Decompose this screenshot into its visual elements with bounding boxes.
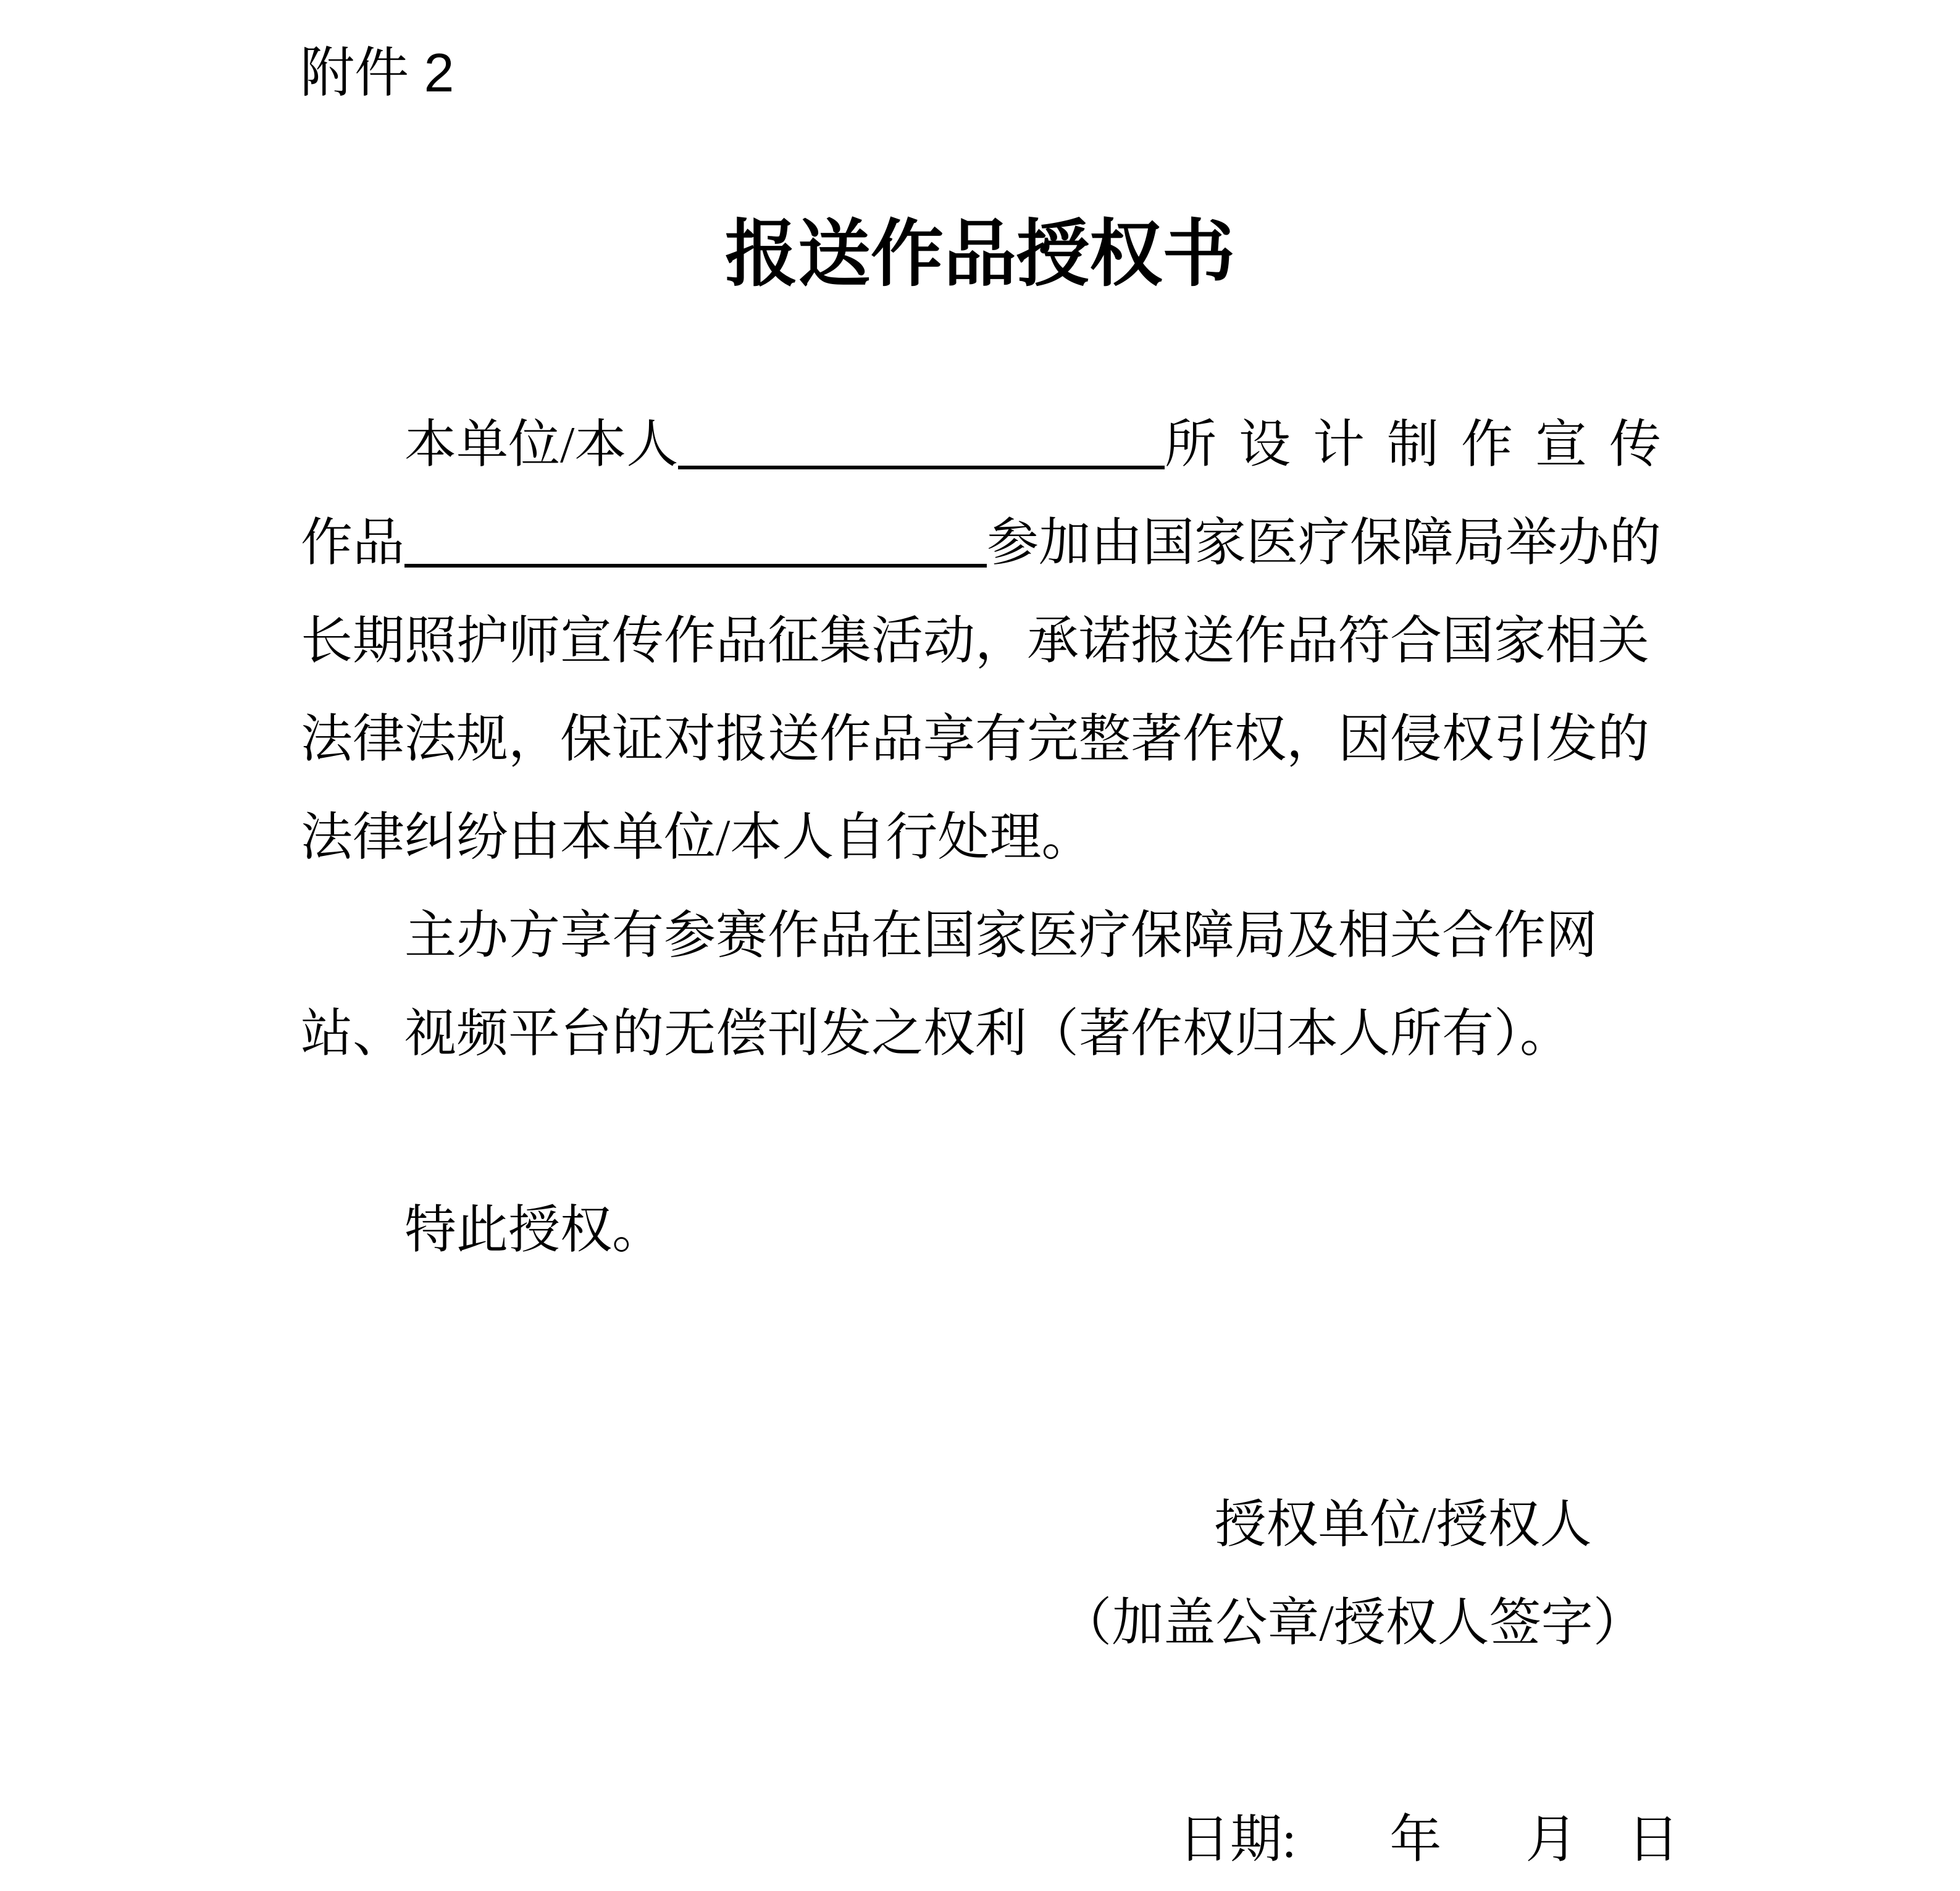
body-line-4: 法律法规，保证对报送作品享有完整著作权，因侵权引发的 <box>301 711 1650 768</box>
body-line-7: 站、视频平台的无偿刊发之权利（著作权归本人所有）。 <box>301 1005 1572 1063</box>
authorizer-label: 授权单位/授权人 <box>1214 1496 1592 1554</box>
year-label: 年 <box>1389 1811 1442 1869</box>
work-title-blank[interactable] <box>404 564 987 568</box>
line2-post-text: 参加由国家医疗保障局举办的 <box>986 514 1661 572</box>
document-body <box>301 396 1683 1280</box>
body-line-6: 主办方享有参赛作品在国家医疗保障局及相关合作网 <box>404 907 1598 965</box>
day-label: 日 <box>1627 1811 1680 1869</box>
line2-pre-text: 作品 <box>301 514 405 572</box>
line1-post-text: 所设计制作宣传 <box>1164 416 1683 474</box>
blank-line <box>301 1083 1661 1181</box>
body-line-3: 长期照护师宣传作品征集活动，承诺报送作品符合国家相关 <box>301 613 1650 670</box>
body-line-1 <box>301 396 1683 494</box>
attachment-label: 附件 2 <box>300 42 454 103</box>
date-line <box>1178 1791 1679 1889</box>
seal-signature-note: （加盖公章/授权人签字） <box>1060 1595 1645 1652</box>
date-label: 日期: <box>1178 1811 1297 1869</box>
unit-name-blank[interactable] <box>678 466 1165 469</box>
grant-statement: 特此授权。 <box>404 1202 664 1259</box>
body-line-2 <box>301 494 1661 592</box>
body-line-5: 法律纠纷由本单位/本人自行处理。 <box>301 809 1094 866</box>
month-label: 月 <box>1525 1811 1578 1869</box>
line1-pre-text: 本单位/本人 <box>404 416 679 474</box>
document-title: 报送作品授权书 <box>724 214 1235 295</box>
